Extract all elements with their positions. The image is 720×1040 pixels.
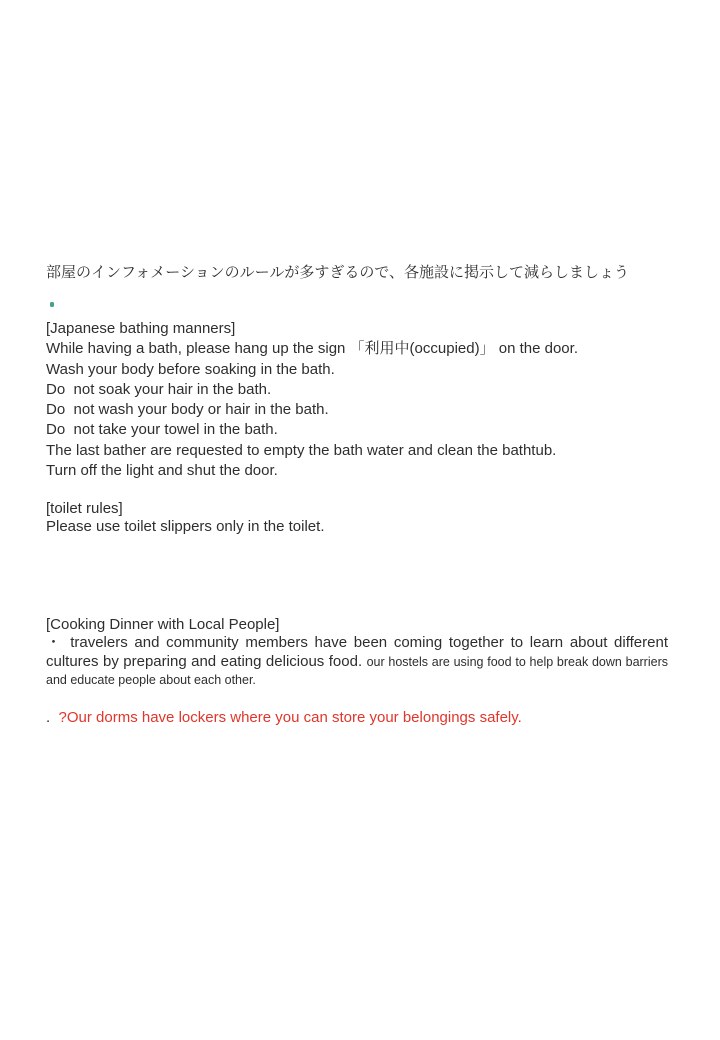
annotation-prefix-dot: .: [46, 709, 59, 726]
cooking-section-paragraph: [46, 634, 673, 690]
bathing-rule-line: Wash your body before soaking in the bath.: [46, 360, 335, 378]
cooking-section-heading: [Cooking Dinner with Local People]: [46, 616, 280, 633]
stray-green-dot: [50, 302, 54, 307]
bathing-manners-section: [46, 319, 670, 481]
cooking-paragraph-small-text: our hostels are using food to help break down barriers and educate people about each other.: [46, 654, 672, 687]
bathing-rule-line: Do not soak your hair in the bath.: [46, 380, 272, 398]
toilet-rules-section: [46, 500, 670, 536]
bathing-rule-line: Turn off the light and shut the door.: [46, 462, 278, 480]
annotation-red-text: ?Our dorms have lockers where you can store your belongings safely.: [58, 709, 522, 726]
bathing-rule-line: While having a bath, please hang up the sign 「利用中(occupied)」 on the door.: [46, 340, 578, 358]
toilet-section-heading: [toilet rules]: [46, 500, 123, 517]
bathing-section-heading: [Japanese bathing manners]: [46, 320, 236, 337]
bathing-rule-line: Do not wash your body or hair in the bath.: [46, 401, 329, 419]
toilet-rule-line: Please use toilet slippers only in the toilet.: [46, 518, 325, 535]
bathing-rule-line: The last bather are requested to empty the bath water and clean the bathtub.: [46, 441, 557, 459]
red-annotation-line: [46, 708, 522, 728]
intro-line-japanese: 部屋のインフォメーションのルールが多すぎるので、各施設に掲示して減らしましょう: [46, 264, 630, 281]
cooking-paragraph-normal-text: ・ travelers and community members have been coming together to learn about different cultures by preparing and eating delicious food.: [46, 634, 673, 670]
bathing-rule-line: Do not take your towel in the bath.: [46, 421, 278, 439]
